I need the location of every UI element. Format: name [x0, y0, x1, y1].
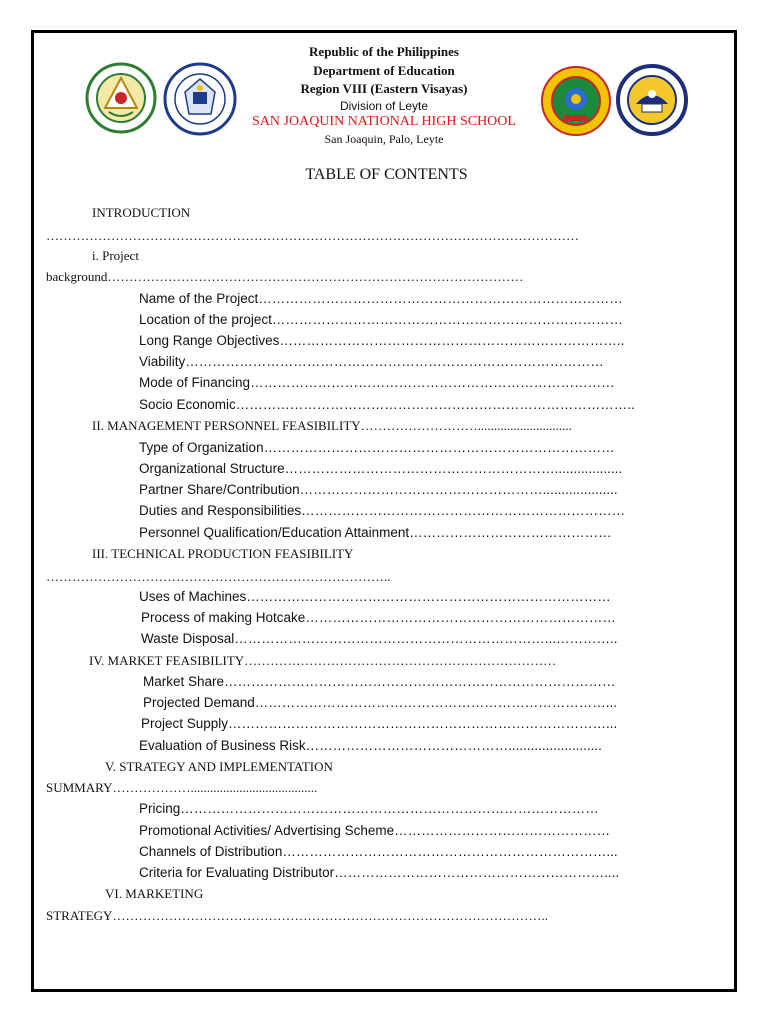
- toc-item: Pricing…………………………………………………………………………………: [139, 801, 599, 816]
- toc-item: Type of Organization……………………………………………………………………: [139, 440, 615, 455]
- toc-section-iii: III. TECHNICAL PRODUCTION FEASIBILITY: [92, 546, 354, 561]
- toc-section-v: V. STRATEGY AND IMPLEMENTATION: [105, 759, 333, 774]
- toc-dots: ……………………………………………………………………..: [46, 569, 391, 584]
- toc-item: Criteria for Evaluating Distributor……………………………………………………....: [139, 865, 620, 880]
- toc-section-vi: VI. MARKETING: [105, 886, 204, 901]
- toc-project: i. Project: [92, 248, 139, 263]
- toc-item: Process of making Hotcake……………………………………………………………: [141, 610, 616, 625]
- region-heading: Region VIII (Eastern Visayas): [300, 81, 468, 96]
- toc-item: Waste Disposal……………………………………………………………...…………..: [141, 631, 618, 646]
- toc-item: Location of the project……………………………………………………………………: [139, 312, 623, 327]
- school-name: SAN JOAQUIN NATIONAL HIGH SCHOOL: [252, 114, 516, 129]
- toc-item: Viability…………………………………………………………………………………: [139, 354, 604, 369]
- division-heading: Division of Leyte: [339, 99, 429, 113]
- toc-item: Organizational Structure……………………………………………………..................: [139, 461, 623, 476]
- toc-strategy: STRATEGY………………………………………………………………………………………..: [46, 908, 548, 923]
- toc-item: Partner Share/Contribution………………………………………………....................: [139, 482, 618, 497]
- toc-section-iv: IV. MARKET FEASIBILITY………………………………………………………………: [89, 653, 557, 668]
- toc-item: Promotional Activities/ Advertising Scheme…………………………………………: [139, 823, 611, 838]
- toc-item: Projected Demand……………………………………………………………………...: [143, 695, 618, 710]
- toc-item: Name of the Project………………………………………………………………………: [139, 291, 623, 306]
- department-heading: Department of Education: [313, 63, 455, 78]
- toc-title: TABLE OF CONTENTS: [305, 166, 468, 183]
- toc-item: Project Supply…………………………………………………………………………...: [141, 716, 618, 731]
- toc-item: Mode of Financing………………………………………………………………………: [139, 375, 615, 390]
- toc-item: Long Range Objectives…………………………………………………………………..: [139, 333, 625, 348]
- republic-heading: Republic of the Philippines: [309, 44, 459, 59]
- toc-item: Market Share……………………………………………………………………………: [143, 674, 616, 689]
- toc-dots: ……………………………………………………………………………………………………………: [46, 228, 579, 243]
- toc-item: Channels of Distribution………………………………………………………………...: [139, 844, 618, 859]
- toc-introduction: INTRODUCTION: [92, 205, 191, 220]
- toc-item: Uses of Machines………………………………………………………………………: [139, 589, 611, 604]
- toc-item: Duties and Responsibilities………………………………………………………………: [139, 503, 626, 518]
- toc-section-ii: II. MANAGEMENT PERSONNEL FEASIBILITY……………………….............................: [92, 418, 572, 433]
- school-address: San Joaquin, Palo, Leyte: [324, 132, 444, 146]
- toc-item: Socio Economic……………………………………………………………………………..: [139, 397, 635, 412]
- toc-item: Evaluation of Business Risk……………………………………….........................: [139, 738, 602, 753]
- toc-item: Personnel Qualification/Education Attainment………………………………………: [139, 525, 612, 540]
- toc-summary: SUMMARY……………….......................................: [46, 780, 318, 795]
- toc-background: background……………………………………………………………………………………: [46, 269, 524, 284]
